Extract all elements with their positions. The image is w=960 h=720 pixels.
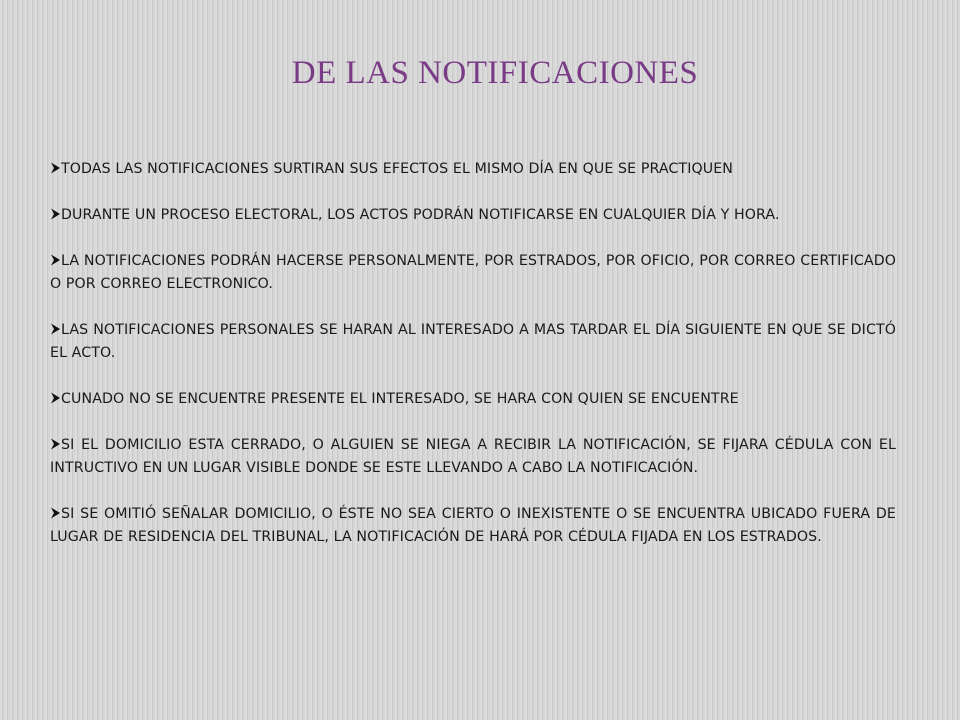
bullet-text: TODAS LAS NOTIFICACIONES SURTIRAN SUS EFECTOS EL MISMO DÍA EN QUE SE PRACTIQUEN — [61, 161, 734, 177]
bullet-text: LA NOTIFICACIONES PODRÁN HACERSE PERSONALMENTE, POR ESTRADOS, POR OFICIO, POR CORREO CERTIFICADO O POR CORREO ELECTRONICO. — [50, 253, 896, 292]
slide-title: DE LAS NOTIFICACIONES — [291, 55, 699, 91]
bullet-text: SI EL DOMICILIO ESTA CERRADO, O ALGUIEN SE NIEGA A RECIBIR LA NOTIFICACIÓN, SE FIJARA CÉDULA CON EL INTRUCTIVO EN UN LUGAR VISIBLE DONDE SE ESTE LLEVANDO A CABO LA NOTIFICACIÓN. — [50, 437, 896, 476]
arrow-bullet-icon — [50, 208, 61, 220]
arrow-bullet-icon — [50, 507, 61, 519]
bullet-text: DURANTE UN PROCESO ELECTORAL, LOS ACTOS PODRÁN NOTIFICARSE EN CUALQUIER DÍA Y HORA. — [61, 207, 780, 223]
bullet-item — [50, 434, 896, 480]
bullet-text: LAS NOTIFICACIONES PERSONALES SE HARAN AL INTERESADO A MAS TARDAR EL DÍA SIGUIENTE EN QUE SE DICTÓ EL ACTO. — [50, 322, 896, 361]
arrow-bullet-icon — [50, 162, 61, 174]
bullet-item — [50, 319, 896, 365]
bullet-item — [50, 503, 896, 549]
bullet-item — [50, 250, 896, 296]
bullet-item — [50, 388, 896, 411]
arrow-bullet-icon — [50, 438, 61, 450]
bullet-text: SI SE OMITIÓ SEÑALAR DOMICILIO, O ÉSTE NO SEA CIERTO O INEXISTENTE O SE ENCUENTRA UBICADO FUERA DE LUGAR DE RESIDENCIA DEL TRIBUNAL, LA NOTIFICACIÓN DE HARÁ POR CÉDULA FIJADA EN LOS ESTRADOS. — [50, 506, 896, 545]
bullet-text: CUNADO NO SE ENCUENTRE PRESENTE EL INTERESADO, SE HARA CON QUIEN SE ENCUENTRE — [61, 391, 739, 407]
bullet-item — [50, 204, 896, 227]
arrow-bullet-icon — [50, 323, 61, 335]
arrow-bullet-icon — [50, 254, 61, 266]
arrow-bullet-icon — [50, 392, 61, 404]
bullet-item — [50, 158, 896, 181]
bullet-list — [50, 158, 896, 549]
